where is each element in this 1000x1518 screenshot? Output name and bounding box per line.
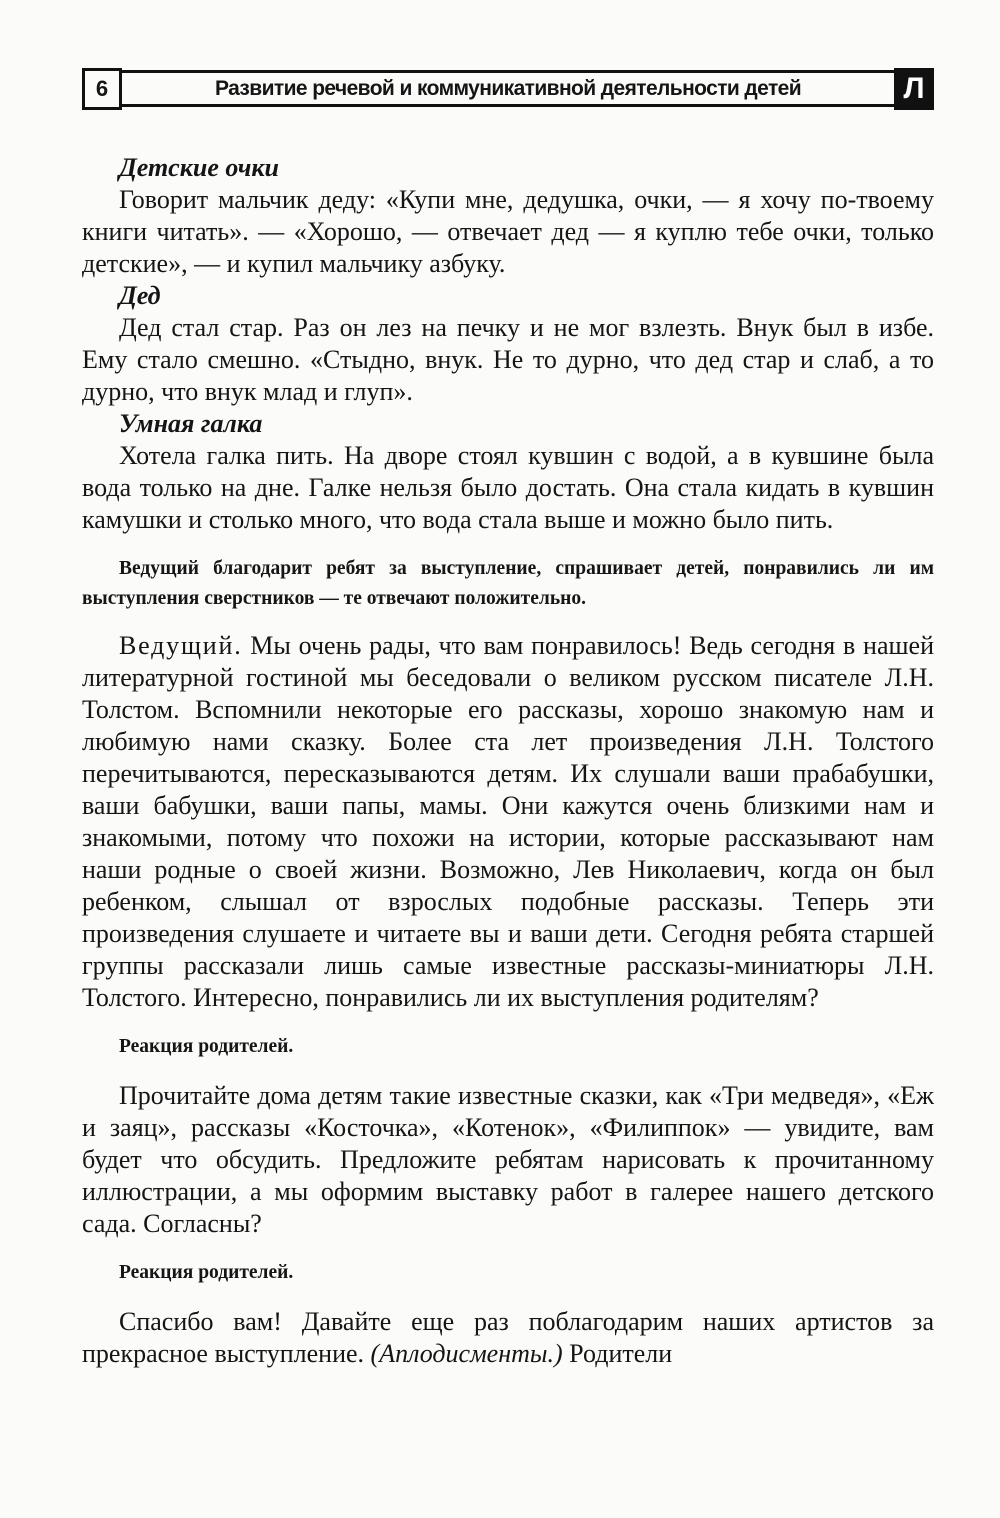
story-title: Детские очки [119,153,280,182]
stage-direction: Реакция родителей. [119,1036,294,1057]
paragraph-text: Спасибо вам! Давайте еще раз поблагодарим наших артистов за прекрасное выступление. [82,1307,934,1368]
story-text: Хотела галка пить. На дворе стоял кувшин с водой, а в кувшине была вода только на дне. Галке нельзя было достать. Она стала кидать в кувшин камушки и столько много, что вода стала выше и можно было пить. [82,441,934,534]
story-title: Дед [119,281,161,310]
paragraph [82,1306,934,1370]
header-rule-bottom [122,104,894,107]
story-title: Умная галка [119,409,263,438]
header-rule-top [122,70,894,73]
story-text: Говорит мальчик деду: «Купи мне, дедушка, очки, — я хочу по-твоему книги читать». — «Хорошо, — отвечает дед — я куплю тебе очки, только детские», — и купил мальчику азбуку. [82,185,934,278]
running-header [82,68,934,112]
section-badge: Л [894,68,934,110]
stage-direction: Ведущий благодарит ребят за выступление, спрашивает детей, понравились ли им выступления сверстников — те отвечают положительно. [82,558,934,609]
host-speech [82,630,934,1014]
running-title: Развитие речевой и коммуникативной деятельности детей [214,77,802,100]
page-number: 6 [82,68,122,110]
applause-remark: (Аплодисменты.) [370,1339,563,1368]
page-body [82,152,934,1370]
paragraph: Прочитайте дома детям такие известные сказки, как «Три медведя», «Еж и заяц», рассказы «Косточка», «Котенок», «Филиппок» — увидите, вам будет что обсудить. Предложите ребятам нарисовать к прочитанному иллюстрации, а мы оформим выставку работ в галерее нашего детского сада. Согласны? [82,1081,934,1238]
paragraph-text: Родители [562,1339,673,1368]
story-text: Дед стал стар. Раз он лез на печку и не мог взлезть. Внук был в избе. Ему стало смешно. «Стыдно, внук. Не то дурно, что дед стар и слаб, а то дурно, что внук млад и глуп». [82,313,934,406]
speech-text: Мы очень рады, что вам понравилось! Ведь сегодня в нашей литературной гостиной мы беседовали о великом русском писателе Л.Н. Толстом. Вспомнили некоторые его рассказы, хорошо знакомую нам и любимую нами сказку. Более ста лет произведения Л.Н. Толстого перечитываются, пересказываются детям. Их слушали ваши прабабушки, ваши бабушки, ваши папы, мамы. Они кажутся очень близкими нам и знакомыми, потому что похожи на истории, которые рассказывают нам наши родные о своей жизни. Возможно, Лев Николаевич, когда он был ребенком, слышал от взрослых подобные рассказы. Теперь эти произведения слушаете и читаете вы и ваши дети. Сегодня ребята старшей группы рассказали лишь самые известные рассказы-миниатюры Л.Н. Толстого. Интересно, понравились ли их выступления родителям? [82,631,934,1012]
speaker-label: Ведущий. [119,631,243,660]
stage-direction: Реакция родителей. [119,1262,294,1283]
